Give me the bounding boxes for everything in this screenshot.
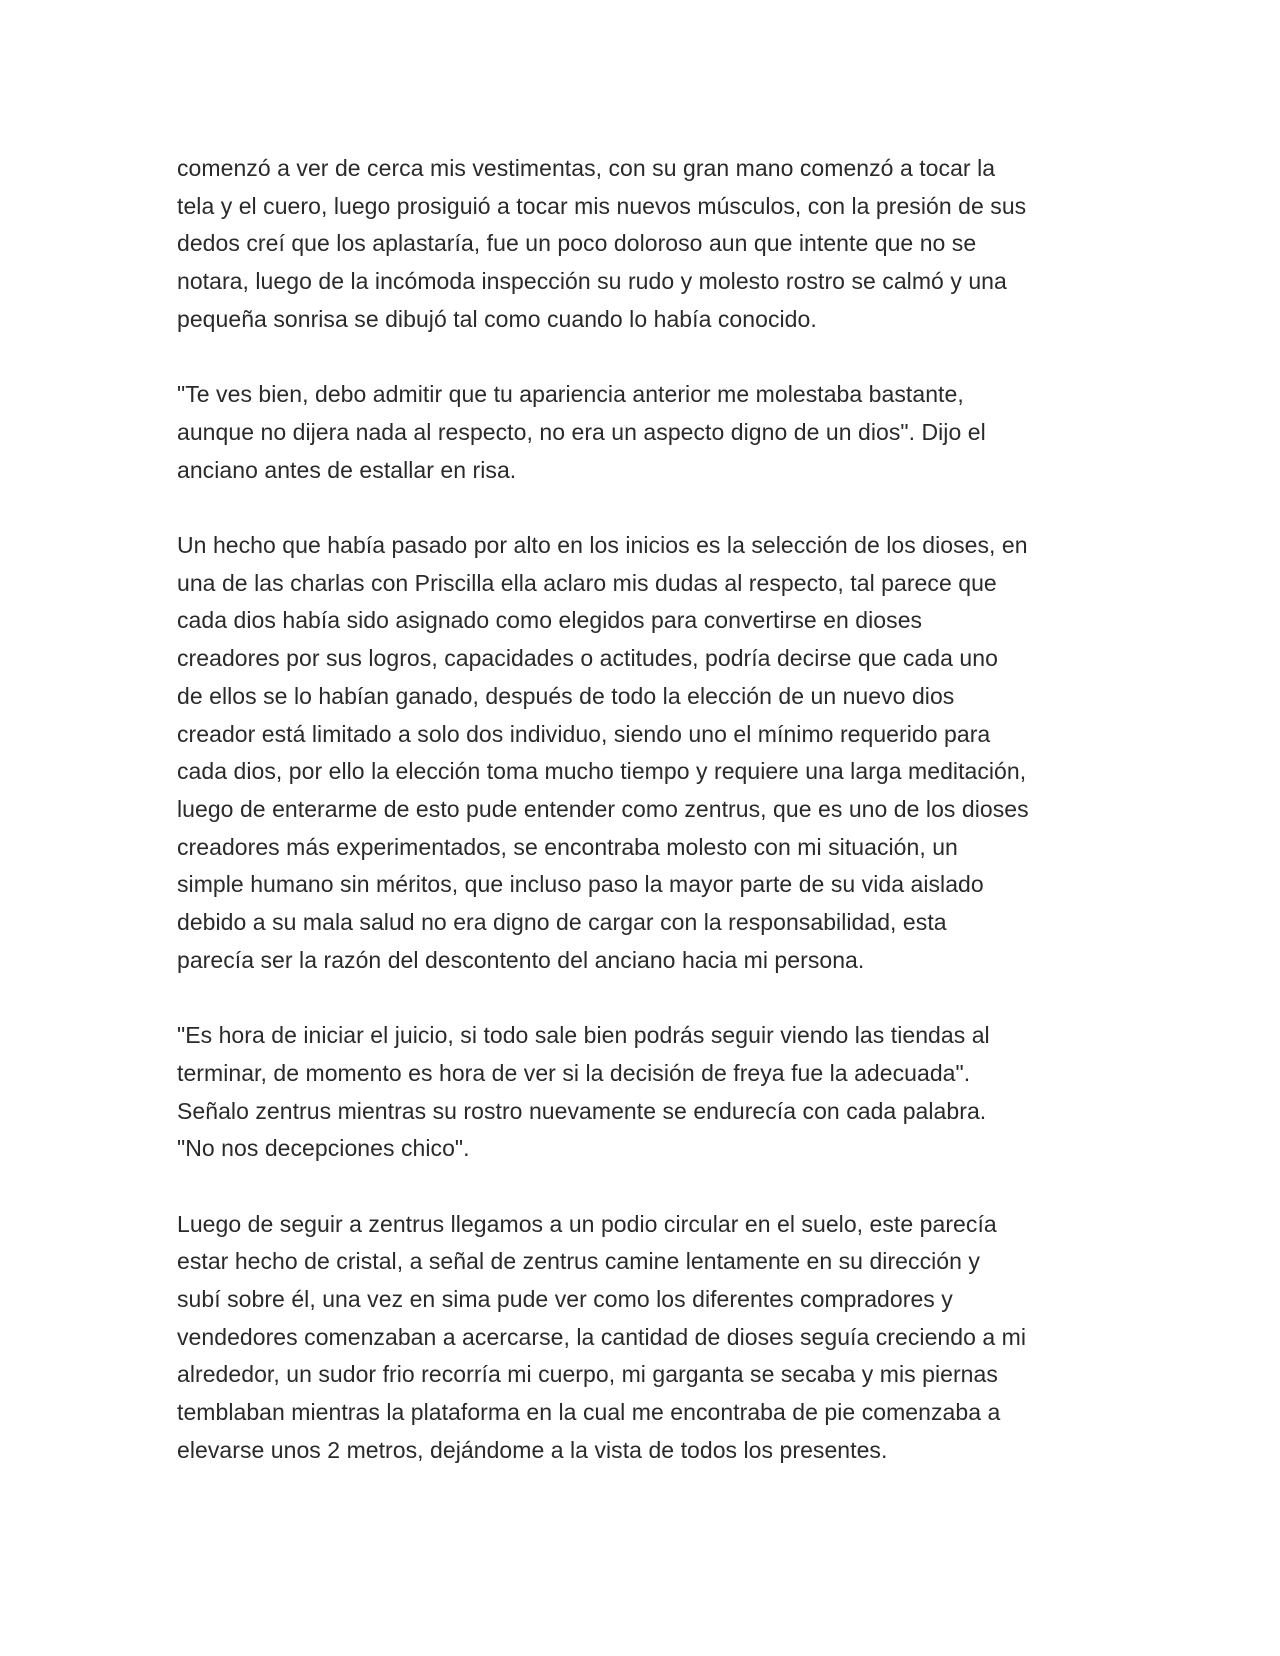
text-line: "Es hora de iniciar el juicio, si todo sale bien podrás seguir viendo las tiendas al: [177, 1022, 990, 1049]
text-line: cada dios, por ello la elección toma mucho tiempo y requiere una larga meditación,: [177, 758, 1027, 785]
text-line: creadores por sus logros, capacidades o actitudes, podría decirse que cada uno: [177, 645, 998, 672]
text-line: "No nos decepciones chico".: [177, 1135, 470, 1162]
text-line: luego de enterarme de esto pude entender como zentrus, que es uno de los dioses: [177, 795, 1029, 822]
paragraph: [177, 376, 1117, 489]
text-line: subí sobre él, una vez en sima pude ver como los diferentes compradores y: [177, 1286, 953, 1313]
text-line: "Te ves bien, debo admitir que tu apariencia anterior me molestaba bastante,: [177, 381, 964, 408]
text-line: Luego de seguir a zentrus llegamos a un podio circular en el suelo, este parecía: [177, 1210, 997, 1237]
text-line: estar hecho de cristal, a señal de zentrus camine lentamente en su dirección y: [177, 1248, 980, 1275]
text-line: comenzó a ver de cerca mis vestimentas, con su gran mano comenzó a tocar la: [177, 155, 996, 181]
text-line: creador está limitado a solo dos individuo, siendo uno el mínimo requerido para: [177, 720, 991, 747]
text-line: tela y el cuero, luego prosiguió a tocar mis nuevos músculos, con la presión de sus: [177, 192, 1027, 219]
text-line: terminar, de momento es hora de ver si la decisión de freya fue la adecuada".: [177, 1059, 971, 1086]
text-line: simple humano sin méritos, que incluso paso la mayor parte de su vida aislado: [177, 871, 984, 898]
text-line: pequeña sonrisa se dibujó tal como cuando lo había conocido.: [177, 305, 817, 332]
paragraph: [177, 1017, 1117, 1168]
text-line: temblaban mientras la plataforma en la cual me encontraba de pie comenzaba a: [177, 1399, 1001, 1426]
text-line: Un hecho que había pasado por alto en los inicios es la selección de los dioses, en: [177, 532, 1028, 558]
text-line: cada dios había sido asignado como elegidos para convertirse en dioses: [177, 607, 923, 634]
paragraph: [177, 527, 1117, 979]
text-line: notara, luego de la incómoda inspección su rudo y molesto rostro se calmó y una: [177, 268, 1007, 295]
text-line: aunque no dijera nada al respecto, no era un aspecto digno de un dios". Dijo el: [177, 418, 986, 445]
text-line: Señalo zentrus mientras su rostro nuevamente se endurecía con cada palabra.: [177, 1097, 987, 1124]
document-page: [177, 150, 1117, 1507]
text-line: creadores más experimentados, se encontraba molesto con mi situación, un: [177, 833, 958, 860]
paragraph: [177, 1206, 1117, 1470]
text-line: vendedores comenzaban a acercarse, la cantidad de dioses seguía creciendo a mi: [177, 1323, 1027, 1350]
text-line: anciano antes de estallar en risa.: [177, 456, 517, 483]
text-line: alrededor, un sudor frio recorría mi cuerpo, mi garganta se secaba y mis piernas: [177, 1361, 998, 1388]
text-line: debido a su mala salud no era digno de cargar con la responsabilidad, esta: [177, 909, 947, 936]
text-line: elevarse unos 2 metros, dejándome a la vista de todos los presentes.: [177, 1436, 888, 1463]
text-line: dedos creí que los aplastaría, fue un poco doloroso aun que intente que no se: [177, 230, 977, 257]
paragraph: [177, 150, 1117, 339]
text-line: de ellos se lo habían ganado, después de todo la elección de un nuevo dios: [177, 682, 955, 709]
text-line: parecía ser la razón del descontento del anciano hacia mi persona.: [177, 946, 865, 973]
text-line: una de las charlas con Priscilla ella aclaro mis dudas al respecto, tal parece que: [177, 569, 997, 596]
